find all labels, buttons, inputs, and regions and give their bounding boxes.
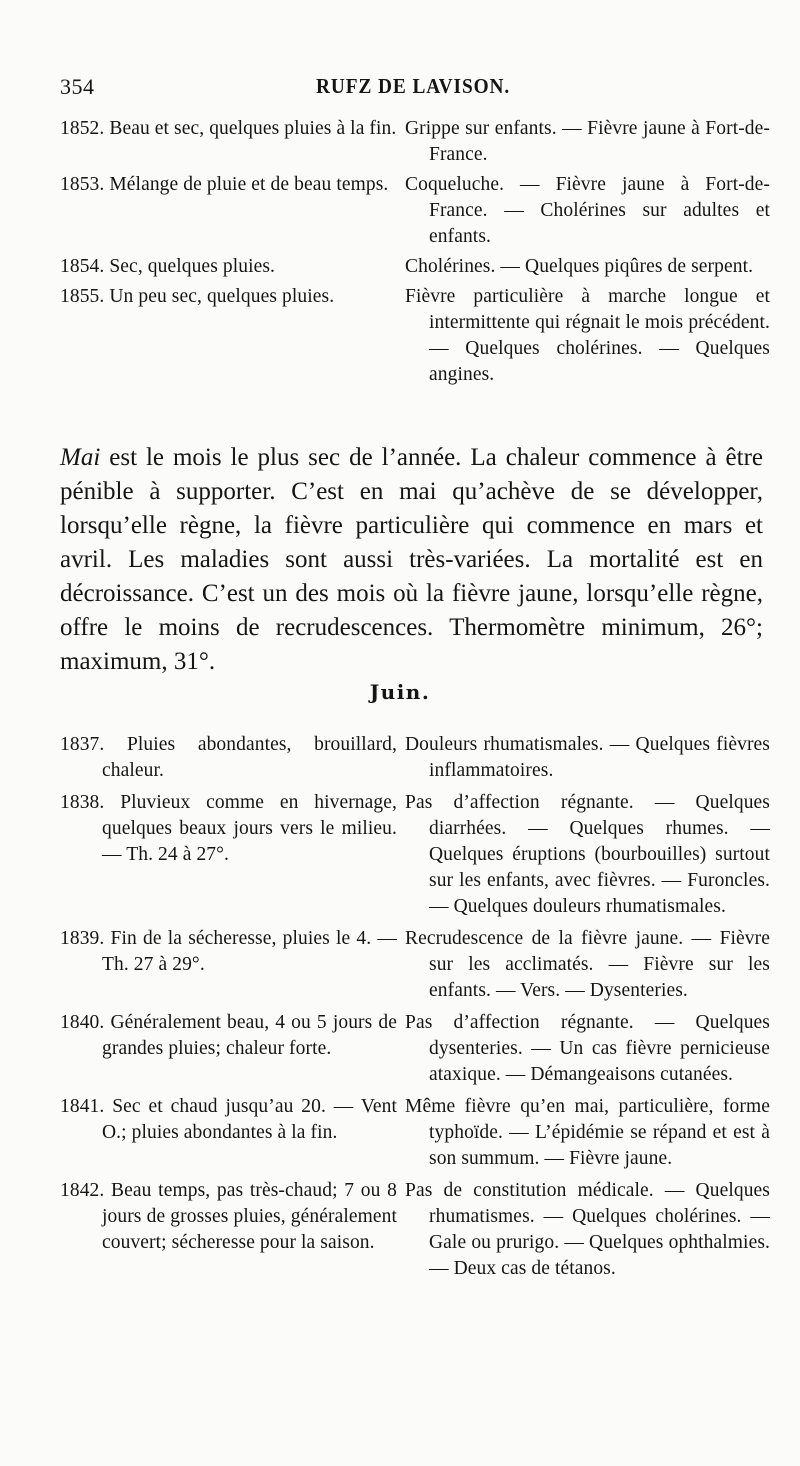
- diseases-cell: Pas d’affection régnante. — Quelques dysenteries. — Un cas fièvre pernicieuse ataxique. — Démangeaisons cutanées.: [405, 1012, 770, 1085]
- year-label: 1842.: [60, 1180, 105, 1201]
- page-header: [60, 74, 760, 104]
- year-label: 1839.: [60, 928, 105, 949]
- entries-table-june: [60, 732, 770, 1288]
- year-label: 1853.: [60, 174, 105, 195]
- weather-cell: 1853. Mélange de pluie et de beau temps.: [60, 174, 389, 195]
- diseases-cell: Même fièvre qu’en mai, particulière, forme typhoïde. — L’épidémie se répand et est à son summum. — Fièvre jaune.: [405, 1096, 770, 1169]
- entries-table-may: [60, 116, 770, 392]
- entry-row: [60, 1094, 770, 1172]
- weather-cell: 1839. Fin de la sécheresse, pluies le 4. — Th. 27 à 29°.: [60, 928, 397, 975]
- year-label: 1837.: [60, 734, 105, 755]
- section-title: Juin.: [369, 680, 431, 704]
- entry-row: [60, 284, 770, 388]
- diseases-cell: Recrudescence de la fièvre jaune. — Fièvre sur les acclimatés. — Fièvre sur les enfants. — Vers. — Dysenteries.: [405, 928, 770, 1001]
- weather-cell: 1837. Pluies abondantes, brouillard, chaleur.: [60, 734, 397, 781]
- weather-cell: 1838. Pluvieux comme en hivernage, quelques beaux jours vers le milieu. — Th. 24 à 27°.: [60, 792, 397, 865]
- year-label: 1838.: [60, 792, 105, 813]
- entry-row: [60, 790, 770, 920]
- year-label: 1855.: [60, 286, 105, 307]
- diseases-cell: Douleurs rhumatismales. — Quelques fièvres inflammatoires.: [405, 734, 770, 781]
- may-paragraph: [60, 441, 763, 679]
- entry-row: [60, 732, 770, 784]
- weather-cell: 1841. Sec et chaud jusqu’au 20. — Vent O.; pluies abondantes à la fin.: [60, 1096, 397, 1143]
- diseases-cell: Pas d’affection régnante. — Quelques diarrhées. — Quelques rhumes. — Quelques éruptions (bourbouilles) surtout sur les enfants, avec fièvres. — Furoncles. — Quelques douleurs rhumatismales.: [405, 792, 770, 917]
- entry-row: [60, 254, 770, 280]
- weather-cell: 1855. Un peu sec, quelques pluies.: [60, 286, 335, 307]
- entry-row: [60, 1010, 770, 1088]
- weather-cell: 1854. Sec, quelques pluies.: [60, 256, 276, 277]
- weather-cell: 1840. Généralement beau, 4 ou 5 jours de grandes pluies; chaleur forte.: [60, 1012, 397, 1059]
- page-number: 354: [60, 74, 95, 99]
- paragraph-lead-word: Mai: [60, 444, 101, 471]
- diseases-cell: Fièvre particulière à marche longue et intermittente qui régnait le mois précédent. — Quelques cholérines. — Quelques angines.: [405, 286, 770, 385]
- year-label: 1841.: [60, 1096, 105, 1117]
- running-title: RUFZ DE LAVISON.: [316, 74, 511, 98]
- year-label: 1854.: [60, 256, 105, 277]
- year-label: 1840.: [60, 1012, 105, 1033]
- diseases-cell: Pas de constitution médicale. — Quelques rhumatismes. — Quelques cholérines. — Gale ou prurigo. — Quelques ophthalmies. — Deux cas de tétanos.: [405, 1180, 770, 1279]
- weather-cell: 1852. Beau et sec, quelques pluies à la fin.: [60, 118, 397, 139]
- diseases-cell: Cholérines. — Quelques piqûres de serpent.: [405, 256, 754, 277]
- entry-row: [60, 116, 770, 168]
- paragraph-text: est le mois le plus sec de l’année. La chaleur commence à être pénible à supporter. C’est en mai qu’achève de se développer, lorsqu’elle règne, la fièvre particulière qui commence en mars et avril. Les maladies sont aussi très-variées. La mortalité est en décroissance. C’est un des mois où la fièvre jaune, lorsqu’elle règne, offre le moins de recrudescences. Thermomètre minimum, 26°; maximum, 31°.: [60, 444, 763, 675]
- diseases-cell: Grippe sur enfants. — Fièvre jaune à Fort-de-France.: [405, 118, 770, 165]
- entry-row: [60, 926, 770, 1004]
- year-label: 1852.: [60, 118, 105, 139]
- weather-cell: 1842. Beau temps, pas très-chaud; 7 ou 8 jours de grosses pluies, généralement couvert; sécheresse pour la saison.: [60, 1180, 397, 1253]
- diseases-cell: Coqueluche. — Fièvre jaune à Fort-de-France. — Cholérines sur adultes et enfants.: [405, 174, 770, 247]
- entry-row: [60, 172, 770, 250]
- entry-row: [60, 1178, 770, 1282]
